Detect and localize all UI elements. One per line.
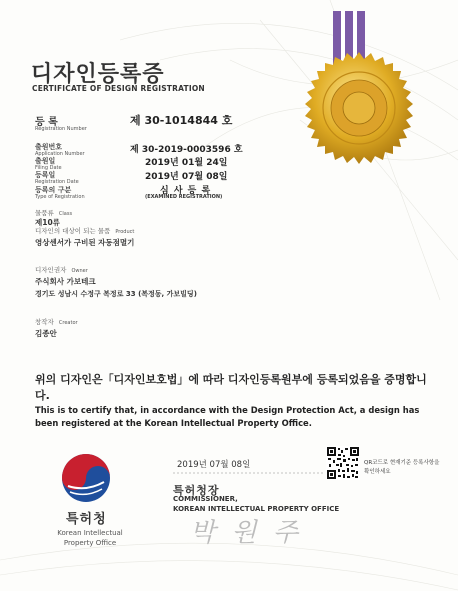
owner-name: 주식회사 가보테크 <box>35 277 96 286</box>
class-label-en: Class <box>58 211 73 217</box>
registration-label-en: Registration Number <box>35 126 87 132</box>
gold-seal <box>301 50 417 166</box>
creator-label-en: Creator <box>58 320 78 326</box>
reg-date-label-en: Registration Date <box>35 179 79 185</box>
qr-code[interactable] <box>326 446 360 480</box>
commissioner-title-en: COMMISSIONER, <box>173 495 238 503</box>
owner-address: 경기도 성남시 수정구 복정로 33 (복정동, 가보빌딩) <box>35 290 197 298</box>
registration-date: 2019년 07월 08일 <box>145 172 228 182</box>
registration-type: 심 사 등 록 <box>160 186 212 196</box>
qr-note: QR코드로 현재기준 등록사항을 확인하세요 <box>364 460 440 475</box>
kipo-name-korean: 특허청 <box>66 512 107 527</box>
issue-date: 2019년 07월 08일 <box>177 460 251 470</box>
class-value: 제10류 <box>35 218 60 227</box>
kipo-name-english: Korean Intellectual Property Office <box>57 529 123 547</box>
application-label-en: Application Number <box>35 151 85 157</box>
product-label <box>35 226 134 235</box>
commissioner-office-en: KOREAN INTELLECTUAL PROPERTY OFFICE <box>173 505 340 513</box>
creator-name: 김종안 <box>35 329 57 338</box>
title-korean: 디자인등록증 <box>31 62 165 87</box>
product-value: 영상센서가 구비된 자동점멸기 <box>35 238 135 247</box>
certification-english: This is to certify that, in accordance with the Design Protection Act, a design has been registered at the Korean Intellectual Property Office. <box>35 405 420 428</box>
product-label-ko: 디자인의 대상이 되는 물품 <box>35 227 111 235</box>
kipo-logo-icon <box>60 452 112 504</box>
filing-date: 2019년 01월 24일 <box>145 158 228 168</box>
class-label-ko: 물품류 <box>35 209 54 217</box>
application-label: 출원번호 <box>35 143 63 151</box>
reg-type-label-en: Type of Registration <box>35 194 85 200</box>
title-english: CERTIFICATE OF DESIGN REGISTRATION <box>32 84 205 93</box>
creator-label <box>35 317 78 326</box>
commissioner-title: 특허청장 <box>173 484 220 497</box>
registration-label: 등 록 <box>35 117 58 128</box>
reg-type-label: 등록의 구분 <box>35 186 72 194</box>
filing-label-en: Filing Date <box>35 165 62 171</box>
owner-label-ko: 디자인권자 <box>35 266 67 274</box>
class-label <box>35 208 72 217</box>
signature: 박 원 주 <box>190 518 302 548</box>
owner-label <box>35 265 88 274</box>
registration-type-en: (EXAMINED REGISTRATION) <box>145 194 223 200</box>
owner-label-en: Owner <box>71 268 88 274</box>
application-number: 제 30-2019-0003596 호 <box>130 145 243 155</box>
product-label-en: Product <box>115 229 135 235</box>
reg-date-label: 등록일 <box>35 171 56 179</box>
divider-line <box>173 472 323 474</box>
registration-number: 제 30-1014844 호 <box>130 114 233 127</box>
certification-korean: 위의 디자인은「디자인보호법」에 따라 디자인등록원부에 등록되었음을 증명합니다. <box>35 373 427 402</box>
filing-label: 출원일 <box>35 157 56 165</box>
creator-label-ko: 창작자 <box>35 318 54 326</box>
